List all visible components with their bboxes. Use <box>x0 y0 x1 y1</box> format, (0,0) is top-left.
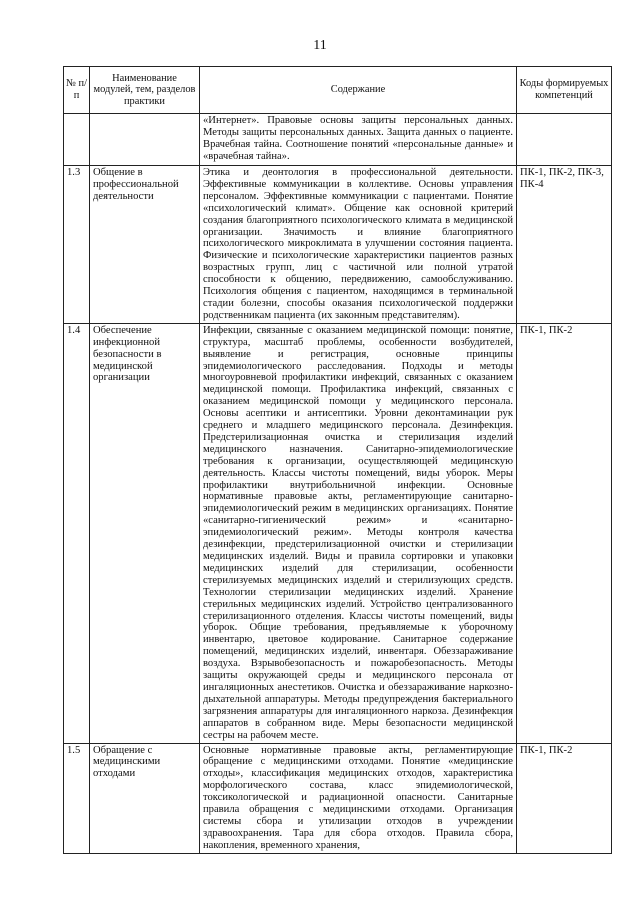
curriculum-table <box>63 66 612 854</box>
row-number: 1.5 <box>64 743 90 853</box>
row-title: Обеспечение инфекционной безопасности в медицинской организации <box>90 323 200 743</box>
row-number: 1.4 <box>64 323 90 743</box>
row-codes <box>517 114 612 166</box>
header-content: Содержание <box>200 67 517 114</box>
row-title: Обращение с медицинскими отходами <box>90 743 200 853</box>
row-number <box>64 114 90 166</box>
row-content: Основные нормативные правовые акты, регламентирующие обращение с медицинскими отходами. Понятие «медицинские отходы», классификация медицинских отходов, характеристика морфологического состава, класс эпидемиологической, токсикологической и радиационной опасности. Санитарные правила обращения с медицинскими отходами. Организация системы сбора и утилизации отходов в учреждении здравоохранения. Тара для сбора отходов. Правила сбора, накопления, временного хранения, <box>200 743 517 853</box>
header-name: Наименование модулей, тем, разделов практики <box>90 67 200 114</box>
header-num: № п/п <box>64 67 90 114</box>
table-row <box>64 323 612 743</box>
row-content: Этика и деонтология в профессиональной деятельности. Эффективные коммуникации в коллективе. Основы управления персоналом. Эффективные коммуникации с пациентами. Понятие «психологический климат». Общение как основной критерий создания благоприятного психологического климата в медицинской организации. Значимость и влияние благоприятного психологического микроклимата в улучшении состояния пациента. Физические и психологические характеристики пациентов разных возрастных групп, лиц с частичной или полной утратой способности к общению, передвижению, самообслуживанию. Психология общения с пациентом, находящимся в терминальной стадии болезни, способы оказания психологической поддержки родственникам пациента (их законным представителям). <box>200 166 517 324</box>
table-row <box>64 114 612 166</box>
page-number: 11 <box>313 38 327 53</box>
table-row <box>64 166 612 324</box>
table-row <box>64 743 612 853</box>
row-title <box>90 114 200 166</box>
row-content: Инфекции, связанные с оказанием медицинской помощи: понятие, структура, масштаб проблемы, особенности возбудителей, выявление и регистрация, основные принципы эпидемиологического расследования. Подходы и методы многоуровневой профилактики инфекций, связанных с оказанием медицинской помощи. Профилактика инфекций, связанных с оказанием медицинской помощи у медицинского персонала. Основы асептики и антисептики. Уровни деконтаминации рук среднего и младшего медицинского персонала. Дезинфекция. Предстерилизационная очистка и стерилизация изделий медицинского назначения. Санитарно-эпидемиологические требования к организации, осуществляющей медицинскую деятельность. Классы чистоты помещений, виды уборок. Меры профилактики внутрибольничной инфекции. Основные нормативные правовые акты, регламентирующие санитарно-эпидемиологический режим в медицинских организациях. Понятие «санитарно-гигиенический режим» и «санитарно-эпидемиологический режим». Методы контроля качества дезинфекции, предстерилизационной очистки и стерилизации медицинских изделий. Виды и правила сортировки и упаковки медицинских изделий для стерилизации, особенности стерилизуемых медицинских изделий и стерилизующих средств. Технологии стерилизации медицинских изделий. Хранение стерильных медицинских изделий. Устройство централизованного стерилизационного отделения. Классы чистоты помещений, виды уборок. Общие требования, предъявляемые к уборочному инвентарю, цветовое кодирование. Санитарное содержание помещений, медицинских изделий, инвентаря. Обеззараживание воздуха. Взрывобезопасность и пожаробезопасность. Методы защиты окружающей среды и медицинского персонала от ингаляционных анестетиков. Очистка и обеззараживание наркозно-дыхательной аппаратуры. Методы предупреждения бактериального загрязнения аппаратуры для ингаляционного наркоза. Дезинфекция аппаратов в собранном виде. Меры безопасности медицинской сестры на рабочем месте. <box>200 323 517 743</box>
row-codes: ПК-1, ПК-2, ПК-3, ПК-4 <box>517 166 612 324</box>
row-content: «Интернет». Правовые основы защиты персональных данных. Методы защиты персональных данных. Защита данных о пациенте. Врачебная тайна. Соотношение понятий «персональные данные» и «врачебная тайна». <box>200 114 517 166</box>
header-codes: Коды формируемых компетенций <box>517 67 612 114</box>
row-codes: ПК-1, ПК-2 <box>517 743 612 853</box>
table-header-row <box>64 67 612 114</box>
row-number: 1.3 <box>64 166 90 324</box>
row-codes: ПК-1, ПК-2 <box>517 323 612 743</box>
row-title: Общение в профессиональной деятельности <box>90 166 200 324</box>
